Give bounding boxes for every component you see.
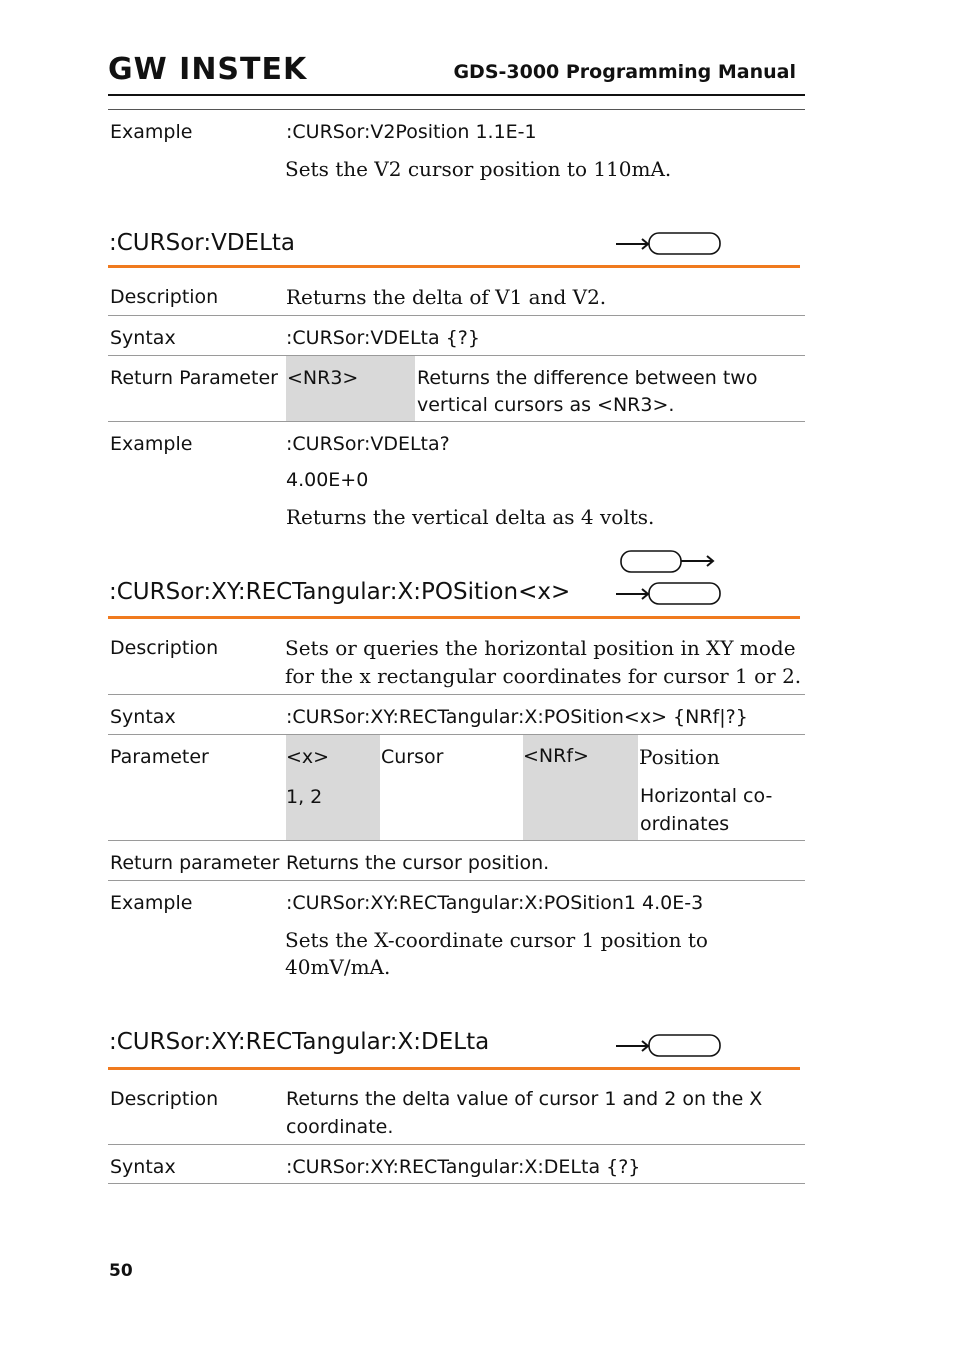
param-nrf-desc: Horizontal co- — [640, 785, 773, 807]
return-text: Returns the cursor position. — [286, 852, 550, 874]
example-note: Sets the X-coordinate cursor 1 position to — [285, 928, 708, 952]
description-label: Description — [110, 1088, 219, 1110]
example-note: 40mV/mA. — [285, 955, 391, 979]
syntax-label: Syntax — [110, 1156, 176, 1178]
example-note: Returns the vertical delta as 4 volts. — [286, 505, 655, 529]
example-response: 4.00E+0 — [286, 469, 369, 491]
syntax-text: :CURSor:VDELta {?} — [286, 327, 480, 349]
row-divider — [108, 1183, 805, 1184]
description-label: Description — [110, 286, 219, 308]
row-divider — [108, 880, 805, 881]
example-label: Example — [110, 433, 193, 455]
return-parameter-label: Return Parameter — [110, 367, 278, 389]
example-label: Example — [110, 892, 193, 914]
return-parameter-label: Return parameter — [110, 852, 280, 874]
set-icon — [617, 548, 721, 574]
section-heading-xy-delta: :CURSor:XY:RECTangular:X:DELta — [109, 1029, 490, 1055]
row-divider — [108, 1144, 805, 1145]
return-param-desc: Returns the difference between two — [417, 367, 758, 389]
section-rule-vdelta — [108, 265, 800, 268]
syntax-text: :CURSor:XY:RECTangular:X:POSition<x> {NRf|?} — [286, 706, 748, 728]
query-icon — [614, 581, 724, 607]
param-nrf-desc: ordinates — [640, 813, 730, 835]
manual-title: GDS-3000 Programming Manual — [453, 61, 796, 83]
section-heading-vdelta: :CURSor:VDELta — [109, 230, 295, 256]
param-nrf-desc: Position — [639, 745, 720, 769]
header-rule-bottom — [108, 109, 805, 110]
param-x: <x> — [286, 746, 330, 768]
syntax-text: :CURSor:XY:RECTangular:X:DELta {?} — [286, 1156, 641, 1178]
param-x-values: 1, 2 — [286, 786, 323, 808]
example-command: :CURSor:VDELta? — [286, 433, 450, 455]
description-text: Sets or queries the horizontal position in XY mode — [285, 636, 796, 660]
description-text: coordinate. — [286, 1116, 394, 1138]
example-command: :CURSor:XY:RECTangular:X:POSition1 4.0E-3 — [286, 892, 704, 914]
parameter-label: Parameter — [110, 746, 209, 768]
example-label: Example — [110, 121, 193, 143]
syntax-label: Syntax — [110, 327, 176, 349]
row-divider — [108, 315, 805, 316]
example-note: Sets the V2 cursor position to 110mA. — [285, 157, 672, 181]
section-heading-xy-position: :CURSor:XY:RECTangular:X:POSition<x> — [109, 579, 571, 605]
description-text: for the x rectangular coordinates for cursor 1 or 2. — [285, 664, 802, 688]
description-text: Returns the delta of V1 and V2. — [286, 285, 607, 309]
param-x-desc: Cursor — [381, 746, 444, 768]
query-icon — [614, 1033, 724, 1059]
param-nrf: <NRf> — [523, 745, 589, 767]
query-icon — [614, 231, 724, 257]
description-label: Description — [110, 637, 219, 659]
section-rule-xy-delta — [108, 1067, 800, 1070]
brand-logo: GW INSTEK — [108, 52, 308, 87]
page-number: 50 — [109, 1261, 133, 1281]
row-divider — [108, 421, 805, 422]
return-param-type: <NR3> — [287, 367, 359, 389]
description-text: Returns the delta value of cursor 1 and 2 on the X — [286, 1088, 763, 1110]
return-param-desc: vertical cursors as <NR3>. — [417, 394, 675, 416]
header-rule-top — [108, 94, 805, 96]
row-divider — [108, 694, 805, 695]
syntax-label: Syntax — [110, 706, 176, 728]
example-command: :CURSor:V2Position 1.1E-1 — [286, 121, 537, 143]
row-divider — [108, 734, 805, 735]
row-divider — [108, 355, 805, 356]
section-rule-xy-position — [108, 616, 800, 619]
row-divider — [108, 840, 805, 841]
